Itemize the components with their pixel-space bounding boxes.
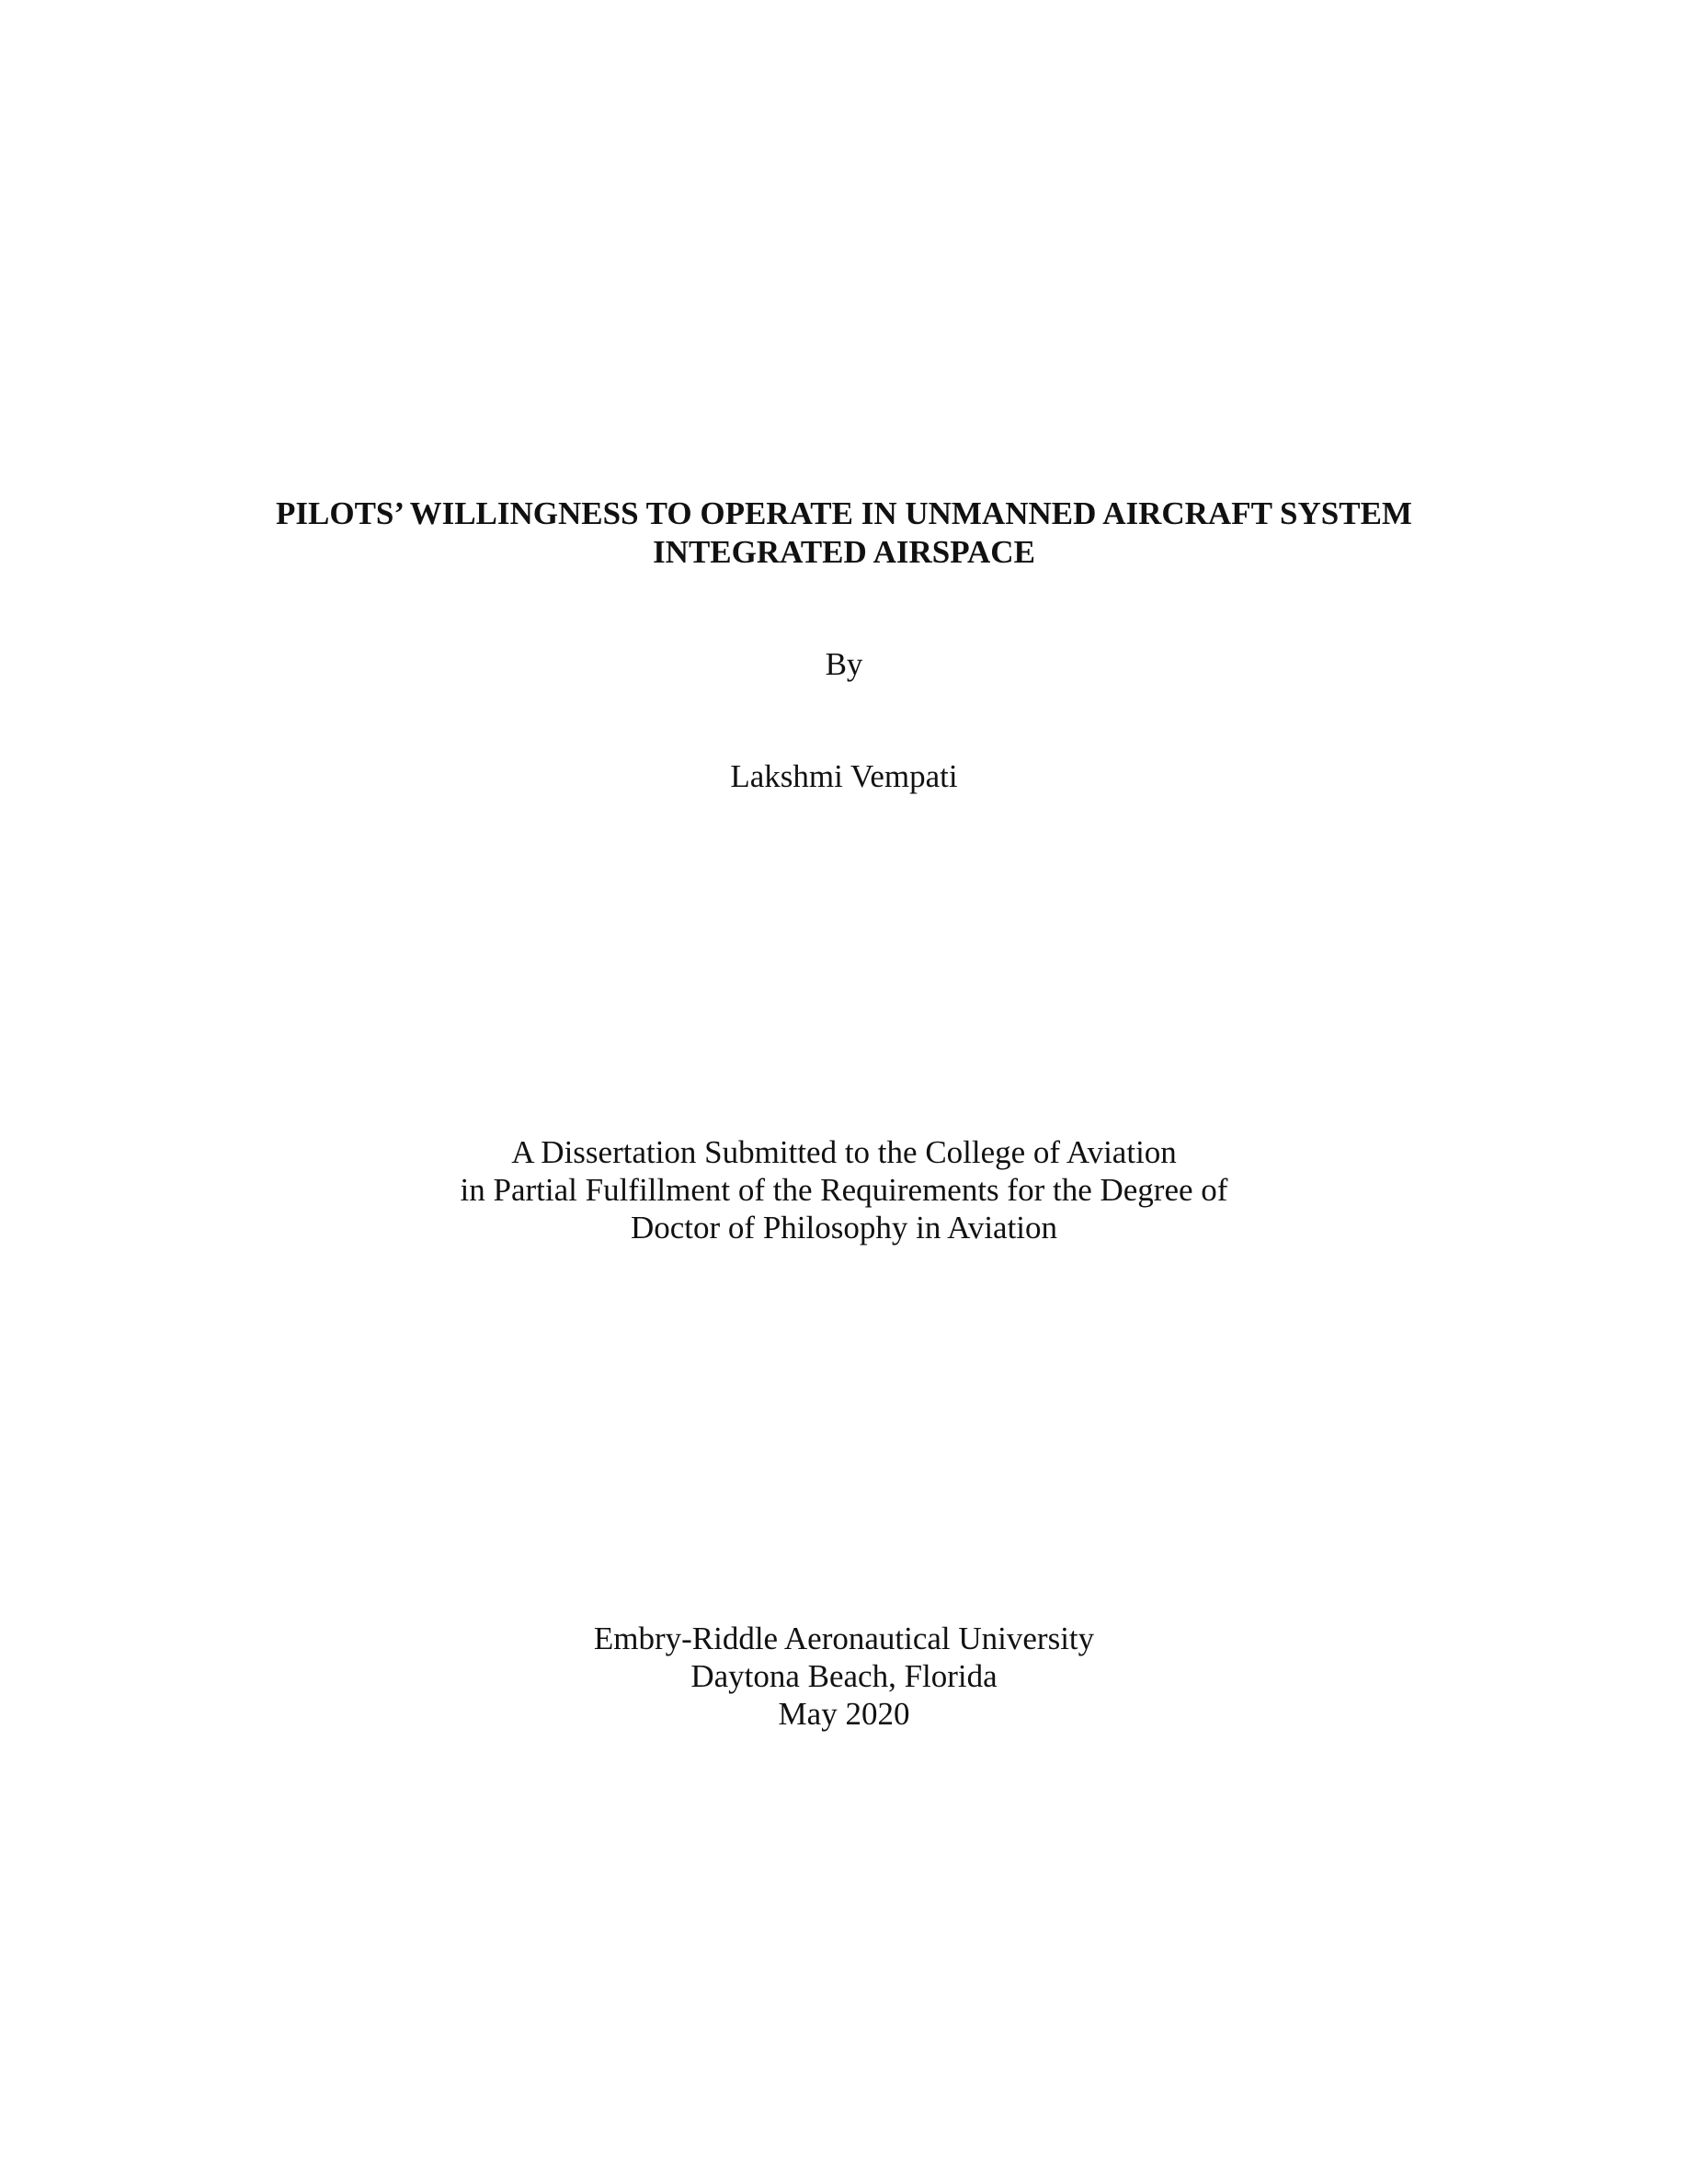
statement-line-1: A Dissertation Submitted to the College of Aviation <box>511 1134 1177 1170</box>
statement-line-3: Doctor of Philosophy in Aviation <box>630 1210 1058 1246</box>
submission-statement <box>0 1133 1688 1246</box>
author-text: Lakshmi Vempati <box>730 758 958 794</box>
university-name: Embry-Riddle Aeronautical University <box>593 1621 1095 1656</box>
statement-line-2: in Partial Fulfillment of the Requirements for the Degree of <box>460 1172 1228 1208</box>
by-label <box>0 645 1688 684</box>
by-text: By <box>825 646 863 682</box>
submission-date: May 2020 <box>778 1696 910 1732</box>
title-line-2: INTEGRATED AIRSPACE <box>653 534 1035 570</box>
author-name <box>0 757 1688 796</box>
title-line-1: PILOTS’ WILLINGNESS TO OPERATE IN UNMANNED AIRCRAFT SYSTEM <box>276 495 1412 531</box>
dissertation-title <box>0 495 1688 572</box>
institution-block <box>0 1620 1688 1733</box>
university-location: Daytona Beach, Florida <box>690 1658 998 1694</box>
